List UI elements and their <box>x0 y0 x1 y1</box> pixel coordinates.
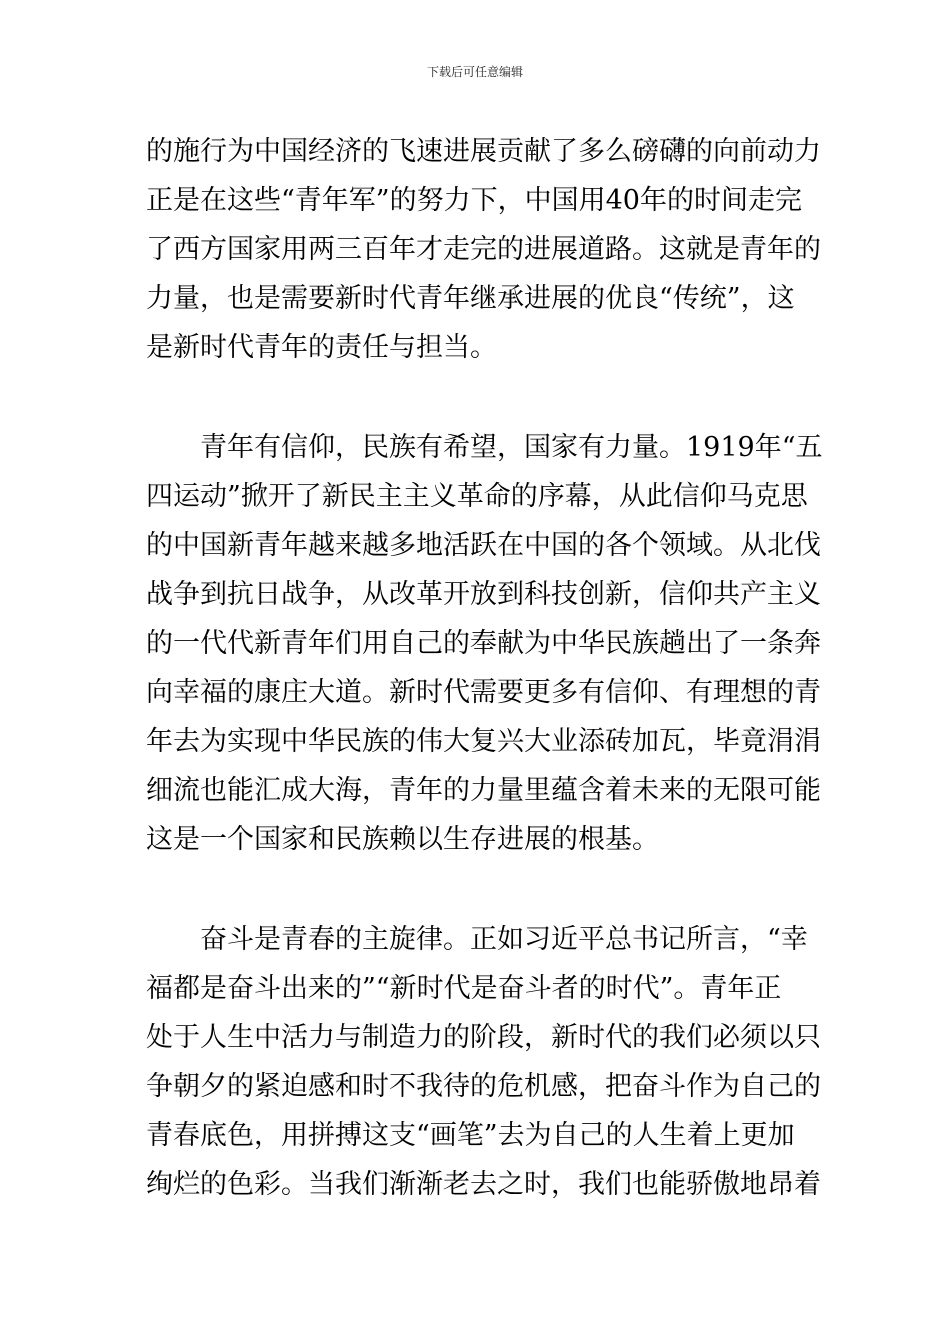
paragraph-1-line: 正是在这些“青年军”的努力下，中国用40年的时间走完 <box>146 185 802 216</box>
paragraph-1 <box>146 127 821 372</box>
paragraph-3-line: 奋斗是青春的主旋律。正如习近平总书记所言，“幸 <box>200 924 808 955</box>
paragraph-2-line: 年去为实现中华民族的伟大复兴大业添砖加瓦，毕竟涓涓 <box>146 726 821 757</box>
paragraph-2 <box>146 423 823 864</box>
paragraph-2-line: 战争到抗日战争，从改革开放到科技创新，信仰共产主义 <box>146 579 821 610</box>
paragraph-3-line: 争朝夕的紧迫感和时不我待的危机感，把奋斗作为自己的 <box>146 1071 821 1102</box>
paragraph-3-line: 福都是奋斗出来的”“新时代是奋斗者的时代”。青年正 <box>146 973 782 1004</box>
paragraph-2-line: 向幸福的康庄大道。新时代需要更多有信仰、有理想的青 <box>146 677 821 708</box>
document-body <box>146 127 823 1209</box>
paragraph-gap <box>146 372 806 423</box>
paragraph-1-line: 力量，也是需要新时代青年继承进展的优良“传统”，这 <box>146 283 795 314</box>
paragraph-1-line: 是新时代青年的责任与担当。 <box>146 332 497 363</box>
paragraph-1-line: 的施行为中国经济的飞速进展贡献了多么磅礴的向前动力 <box>146 136 821 167</box>
paragraph-2-line: 细流也能汇成大海，青年的力量里蕴含着未来的无限可能 <box>146 775 821 806</box>
paragraph-2-line: 的一代代新青年们用自己的奉献为中华民族趟出了一条奔 <box>146 628 821 659</box>
page-header: 下载后可任意编辑 <box>426 65 523 79</box>
paragraph-2-line: 这是一个国家和民族赖以生存进展的根基。 <box>146 824 659 855</box>
paragraph-2-line: 的中国新青年越来越多地活跃在中国的各个领域。从北伐 <box>146 530 821 561</box>
paragraph-2-line: 青年有信仰，民族有希望，国家有力量。1919年“五 <box>200 432 823 463</box>
paragraph-3-line: 青春底色，用拼搏这支“画笔”去为自己的人生着上更加 <box>146 1120 795 1151</box>
paragraph-3-line: 绚烂的色彩。当我们渐渐老去之时，我们也能骄傲地昂着 <box>146 1169 821 1200</box>
paragraph-3-line: 处于人生中活力与制造力的阶段，新时代的我们必须以只 <box>146 1022 821 1053</box>
paragraph-1-line: 了西方国家用两三百年才走完的进展道路。这就是青年的 <box>146 234 821 265</box>
paragraph-3 <box>146 915 821 1209</box>
paragraph-gap <box>146 864 806 915</box>
paragraph-2-line: 四运动”掀开了新民主主义革命的序幕，从此信仰马克思 <box>146 481 808 512</box>
